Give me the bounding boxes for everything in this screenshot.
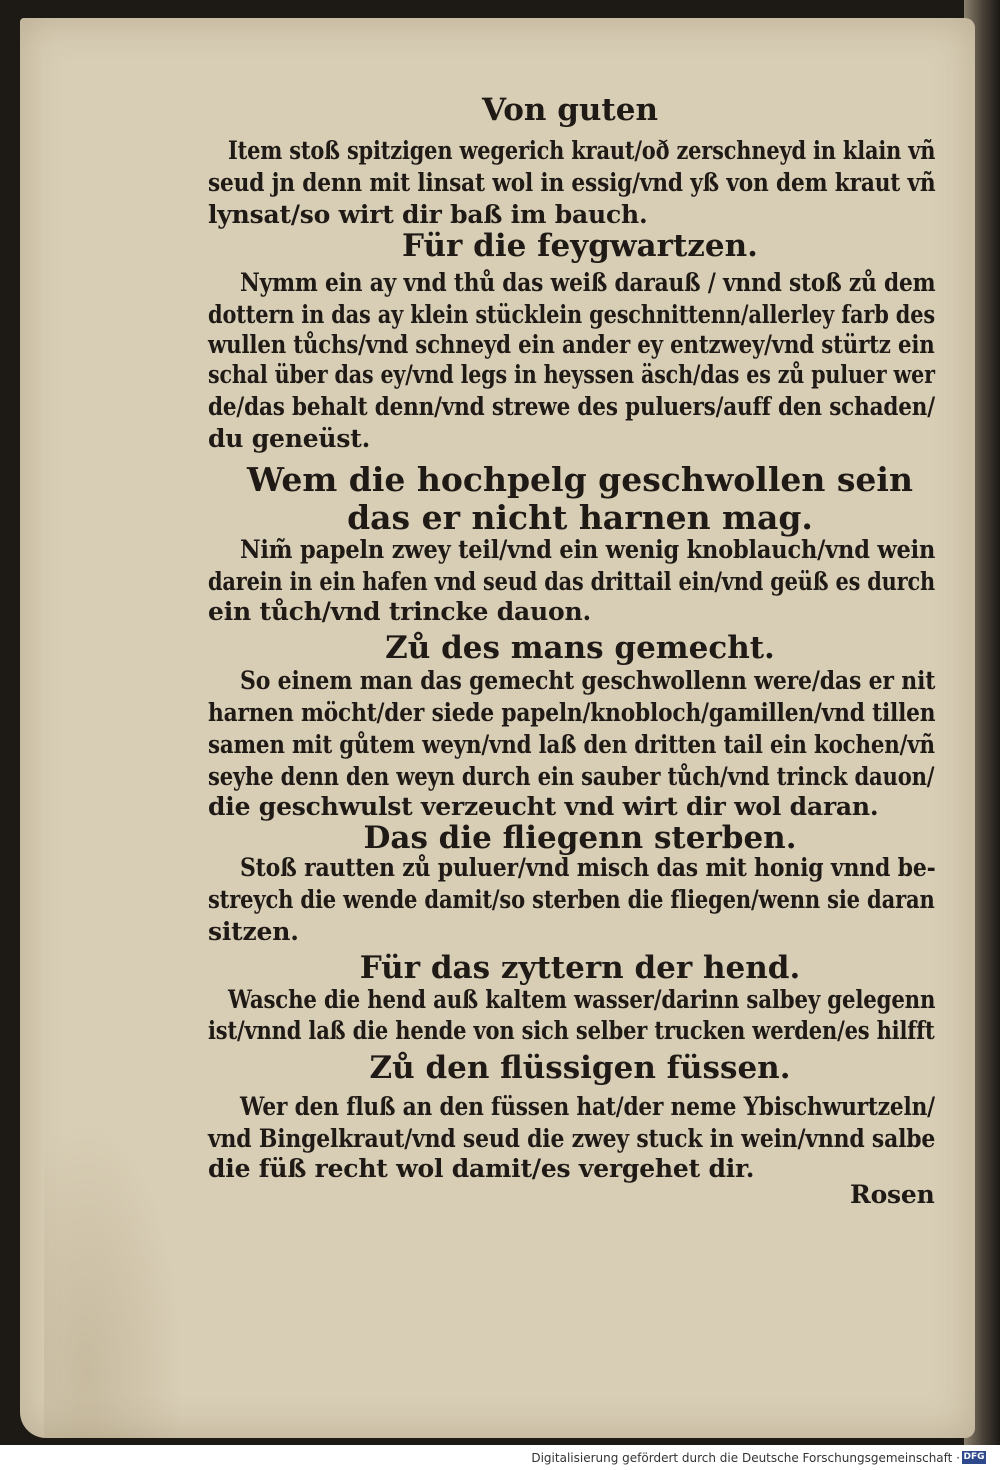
section-heading: Für das zyttern der hend. <box>359 950 801 986</box>
running-head: Von guten <box>482 92 659 128</box>
text-line: de/das behalt denn/vnd strewe des puluers/auff den schaden/ <box>208 392 935 421</box>
text-line: ist/vnnd laß die hende von sich selber trucken werden/es hilfft <box>208 1016 935 1045</box>
text-line: Wasche die hend auß kaltem wasser/darinn salbey gelegenn <box>228 985 936 1014</box>
text-line: lynsat/so wirt dir baß im bauch. <box>208 200 648 229</box>
text-line: schal über das ey/vnd legs in heyssen äsch/das es zů puluer wer <box>208 360 935 389</box>
text-line: Wer den fluß an den füssen hat/der neme Ybischwurtzeln/ <box>240 1092 935 1121</box>
text-line: samen mit gůtem weyn/vnd laß den dritten tail ein kochen/vñ <box>208 730 935 759</box>
text-line: Stoß rautten zů puluer/vnd misch das mit honig vnnd be- <box>240 853 936 882</box>
text-line: seud jn denn mit linsat wol in essig/vnd yß von dem kraut vñ <box>208 168 936 197</box>
page-stain <box>44 1118 184 1438</box>
section-heading: Wem die hochpelg geschwollen sein <box>247 460 913 499</box>
text-line: wullen tůchs/vnd schneyd ein ander ey entzwey/vnd stürtz ein <box>208 330 935 359</box>
section-heading: Für die feygwartzen. <box>402 228 758 264</box>
section-heading: Das die fliegenn sterben. <box>363 820 797 856</box>
text-line: vnd Bingelkraut/vnd seud die zwey stuck in wein/vnnd salbe <box>208 1124 936 1153</box>
text-line: Nymm ein ay vnd thů das weiß darauß / vnnd stoß zů dem <box>240 268 936 297</box>
text-line: dottern in das ay klein stücklein geschnittenn/allerley farb des <box>208 300 935 329</box>
section-heading: das er nicht harnen mag. <box>347 498 813 537</box>
text-line: Nim̃ papeln zwey teil/vnd ein wenig knoblauch/vnd wein <box>240 535 936 564</box>
text-line: Item stoß spitzigen wegerich kraut/oð zerschneyd in klain vñ <box>228 136 936 165</box>
text-line: ein tůch/vnd trincke dauon. <box>208 597 591 626</box>
text-line: du geneüst. <box>208 424 371 453</box>
dfg-logo: DFG <box>963 1452 985 1462</box>
text-line: seyhe denn den weyn durch ein sauber tůch/vnd trinck dauon/ <box>208 762 935 791</box>
text-line: die füß recht wol damit/es vergehet dir. <box>208 1154 755 1183</box>
text-line: die geschwulst verzeucht vnd wirt dir wol daran. <box>208 792 879 821</box>
text-line: harnen möcht/der siede papeln/knobloch/gamillen/vnd tillen <box>208 698 936 727</box>
text-line: darein in ein hafen vnd seud das drittail ein/vnd geüß es durch <box>208 567 936 596</box>
text-line: sitzen. <box>208 917 299 946</box>
text-line: So einem man das gemecht geschwollenn were/das er nit <box>240 666 936 695</box>
text-line: streych die wende damit/so sterben die fliegen/wenn sie daran <box>208 885 935 914</box>
catchword: Rosen <box>850 1180 935 1209</box>
section-heading: Zů den flüssigen füssen. <box>369 1050 791 1086</box>
digitization-credit: Digitalisierung gefördert durch die Deutsche Forschungsgemeinschaft · <box>531 1451 960 1465</box>
section-heading: Zů des mans gemecht. <box>385 630 775 666</box>
